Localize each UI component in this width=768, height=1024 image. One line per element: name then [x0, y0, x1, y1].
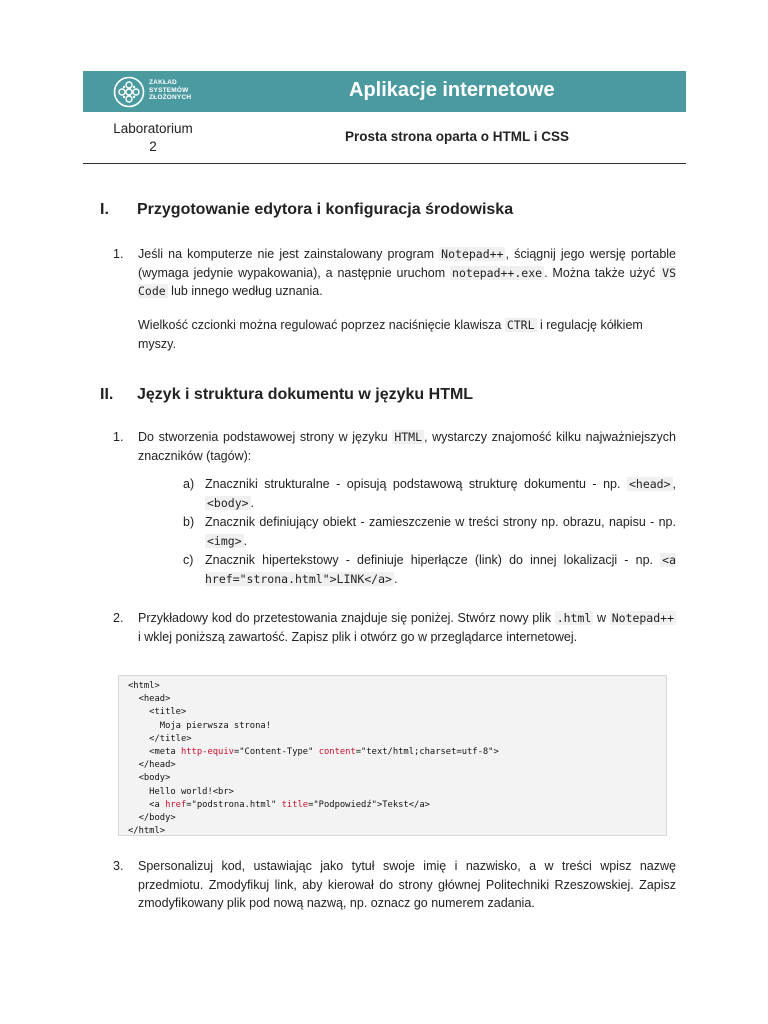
- inline-code: <a href="strona.html">LINK</a>: [205, 553, 676, 586]
- paragraph-text: i regulację kółkiem myszy.: [138, 318, 643, 351]
- inline-code: VS Code: [138, 265, 676, 298]
- item-text: , ściągnij jego wersję portable (wymaga jedynie wypakowania), a następnie uruchom: [138, 247, 676, 280]
- section-number: II.: [100, 386, 114, 403]
- sub-list-item: [183, 551, 676, 588]
- code-line: </title>: [128, 733, 192, 744]
- logo-text: [149, 79, 191, 102]
- sub-item-letter: c): [183, 553, 194, 567]
- inline-code: <body>: [207, 495, 249, 510]
- code-line: Hello world!<br>: [128, 786, 234, 797]
- lab-label: [83, 120, 223, 156]
- logo-line: ZAKŁAD: [149, 79, 177, 86]
- lab-label-line: Laboratorium: [113, 121, 193, 136]
- item-number: 1.: [113, 247, 124, 261]
- item-number: 2.: [113, 611, 124, 625]
- sub-item-text: Znacznik definiujący obiekt - zamieszczenie w treści strony np. obrazu, napisu - np.: [205, 515, 676, 529]
- sub-item-letter: a): [183, 477, 195, 491]
- inline-code: Notepad++: [611, 611, 674, 625]
- sub-item-text: .: [243, 533, 248, 548]
- sub-item-text: ,: [672, 477, 676, 491]
- item-text: Przykładowy kod do przetestowania znajduje się poniżej. Stwórz nowy plik: [138, 611, 555, 625]
- paragraph: [138, 316, 676, 353]
- item-text: Spersonalizuj kod, ustawiając jako tytuł swoje imię i nazwisko, a w treści wpisz nazwę przedmiotu. Zmodyfikuj link, aby kierował do strony głównej Politechniki Rzeszowskiej. Zapisz zmodyfikowany plik pod nową nazwą, np. oznacz go numerem zadania.: [138, 859, 676, 910]
- code-line: </html>: [128, 826, 166, 837]
- code-attr: content: [318, 747, 356, 758]
- sub-item-letter: b): [183, 515, 195, 529]
- code-block: [118, 675, 667, 836]
- paragraph-text: Wielkość czcionki można regulować poprzez naciśnięcie klawisza: [138, 318, 505, 332]
- header-banner: [83, 71, 686, 112]
- inline-code: <head>: [628, 477, 671, 491]
- section-title: Język i struktura dokumentu w języku HTML: [137, 386, 474, 403]
- item-number: 3.: [113, 859, 124, 873]
- code-line: <a: [128, 799, 166, 810]
- sub-item-text: Znacznik hipertekstowy - definiuje hiperłącze (link) do innej lokalizacji - np.: [205, 553, 661, 567]
- inline-code: HTML: [394, 430, 423, 444]
- code-attr: href: [165, 799, 187, 810]
- item-text: , wystarczy znajomość kilku najważniejszych znaczników (tagów):: [138, 430, 676, 463]
- item-text: w: [593, 611, 610, 625]
- item-text: Jeśli na komputerze nie jest zainstalowany program: [138, 247, 440, 261]
- code-line: </head>: [128, 760, 176, 771]
- inline-code: Notepad++: [441, 247, 504, 261]
- logo-line: SYSTEMÓW: [149, 86, 189, 94]
- list-item: [113, 609, 676, 646]
- section-heading-1: [100, 201, 513, 219]
- code-line: ="Content-Type": [233, 747, 319, 758]
- code-line: <html>: [128, 681, 160, 691]
- code-line: <body>: [128, 773, 171, 784]
- list-item: [113, 245, 676, 301]
- sub-list-item: [183, 475, 676, 512]
- inline-code: <img>: [207, 533, 242, 548]
- code-line: Moja pierwsza strona!: [128, 720, 271, 731]
- sub-item-text: .: [393, 571, 398, 586]
- lab-number: 2: [149, 139, 157, 154]
- item-text: Do stworzenia podstawowej strony w języku: [138, 430, 393, 444]
- code-line: <meta: [128, 747, 181, 758]
- sub-item-text: .: [250, 495, 255, 510]
- code-line: ="text/html;charset=utf-8">: [355, 747, 499, 758]
- code-line: <head>: [128, 694, 171, 705]
- list-item: [113, 857, 676, 913]
- institute-logo-icon: [113, 76, 145, 108]
- code-line: </body>: [128, 813, 176, 824]
- sub-item-text: Znaczniki strukturalne - opisują podstawową strukturę dokumentu - np.: [205, 477, 627, 491]
- section-heading-2: [100, 386, 473, 404]
- code-line: ="Podpowiedź">Tekst</a>: [308, 799, 430, 810]
- header-divider: [83, 163, 686, 164]
- item-text: . Można także użyć: [544, 265, 661, 280]
- code-line: ="podstrona.html": [186, 799, 282, 810]
- section-title: Przygotowanie edytora i konfiguracja środowiska: [137, 201, 514, 218]
- list-item: [113, 428, 676, 465]
- inline-code: CTRL: [506, 318, 535, 332]
- inline-code: .html: [556, 611, 592, 625]
- section-number: I.: [100, 201, 109, 218]
- code-attr: http-equiv: [180, 747, 234, 758]
- code-line: <title>: [128, 707, 187, 718]
- logo-line: ZŁOŻONYCH: [149, 94, 192, 101]
- item-number: 1.: [113, 430, 124, 444]
- inline-code: notepad++.exe: [452, 265, 543, 280]
- code-attr: title: [281, 799, 309, 810]
- sub-list-item: [183, 513, 676, 550]
- lab-topic: Prosta strona oparta o HTML i CSS: [345, 129, 570, 144]
- item-text: i wklej poniższą zawartość. Zapisz plik i otwórz go w przeglądarce internetowej.: [138, 629, 578, 644]
- code-listing: [119, 676, 666, 838]
- course-title: Aplikacje internetowe: [349, 79, 555, 101]
- item-text: lub innego według uznania.: [167, 284, 323, 298]
